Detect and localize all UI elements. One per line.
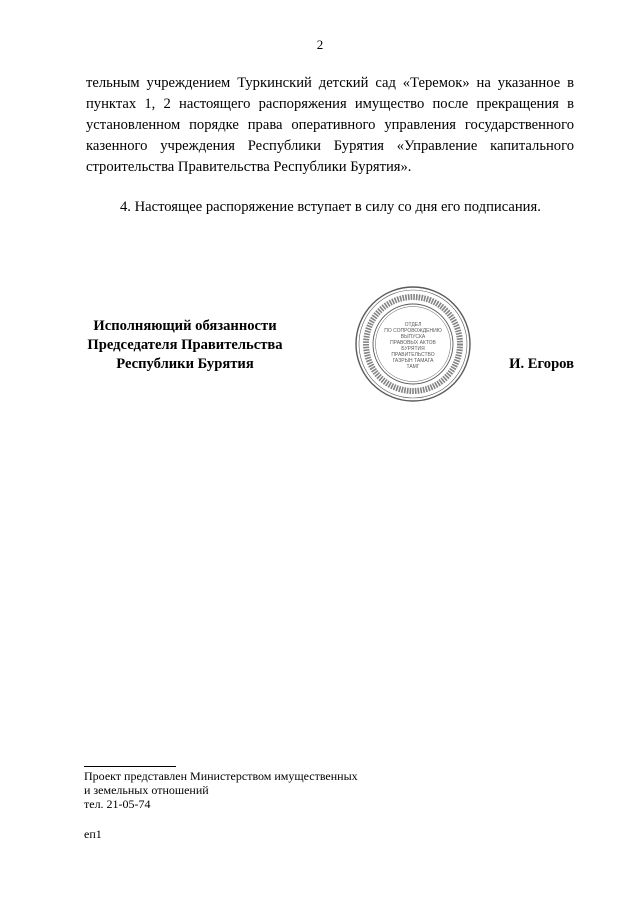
seal-text-line: ОТДЕЛ	[404, 322, 422, 328]
signer-title-line: Исполняющий обязанности	[93, 318, 277, 334]
document-code: еп1	[84, 827, 102, 841]
body-paragraph-1	[86, 73, 574, 178]
footnote-line: и земельных отношений	[84, 783, 209, 797]
official-seal-stamp	[354, 285, 472, 403]
paragraph-line: тельным учреждением Туркинский детский сад «Теремок» на указанное в	[86, 75, 574, 91]
paragraph-line: пунктах 1, 2 настоящего распоряжения имущество после прекращения в	[86, 96, 574, 112]
seal-text-line: ВЫПУСКА	[400, 334, 426, 340]
paragraph-line: установленном порядке права оперативного управления государственного	[86, 117, 574, 133]
seal-text-line: ПРАВИТЕЛЬСТВО	[391, 352, 435, 358]
seal-text-line: ПО СОПРОВОЖДЕНИЮ	[384, 328, 442, 334]
footnote-line: Проект представлен Министерством имущественных	[84, 769, 358, 783]
page-number: 2	[316, 37, 324, 52]
paragraph-line: казенного учреждения Республики Бурятия «Управление капитального	[86, 138, 574, 154]
paragraph-line: строительства Правительства Республики Бурятия».	[86, 159, 412, 175]
seal-text-line: ПРАВОВЫХ АКТОВ	[390, 340, 436, 346]
seal-text-line: ГАЗРЫН ТАМАГА	[392, 358, 434, 364]
signer-title-line: Председателя Правительства	[87, 337, 283, 353]
seal-text-line: БУРЯТИЯ	[401, 346, 425, 352]
signer-name: И. Егоров	[509, 356, 574, 372]
footnote	[84, 769, 358, 811]
signer-title-line: Республики Бурятия	[116, 356, 254, 372]
footnote-line: тел. 21-05-74	[84, 797, 151, 811]
signer-title	[70, 317, 300, 374]
body-paragraph-2: 4. Настоящее распоряжение вступает в силу со дня его подписания.	[120, 199, 541, 215]
seal-text-line: ТАМГ	[406, 364, 420, 370]
footnote-divider	[84, 766, 176, 767]
